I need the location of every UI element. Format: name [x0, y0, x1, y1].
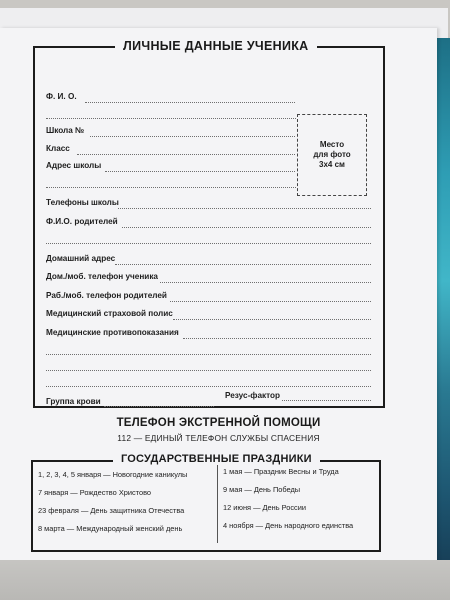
field-contraindications-line-2[interactable] — [46, 354, 371, 355]
photo-placeholder — [297, 114, 367, 196]
field-school-address-label: Адрес школы — [46, 161, 102, 170]
field-contraindications-label: Медицинские противопоказания — [46, 328, 179, 337]
holiday-item: 8 марта — Международный женский день — [38, 524, 183, 533]
field-parents-line[interactable] — [122, 227, 371, 228]
field-home-address-label: Домашний адрес — [46, 254, 116, 263]
student-data-title: ЛИЧНЫЕ ДАННЫЕ УЧЕНИКА — [115, 39, 317, 53]
field-blood-group-label: Группа крови — [46, 397, 101, 406]
field-insurance-line[interactable] — [173, 319, 371, 320]
holiday-item: 9 мая — День Победы — [223, 485, 301, 494]
field-blood-group-line[interactable] — [104, 406, 214, 407]
holiday-item: 7 января — Рождество Христово — [38, 488, 152, 497]
field-parents-label: Ф.И.О. родителей — [46, 217, 118, 226]
field-contraindications-line-4[interactable] — [46, 386, 371, 387]
field-rh-factor-label: Резус-фактор — [225, 391, 281, 400]
holiday-item: 4 ноября — День народного единства — [223, 521, 354, 530]
student-data-card — [33, 39, 385, 408]
field-school-phones-line[interactable] — [118, 208, 371, 209]
field-rh-factor-line[interactable] — [282, 400, 371, 401]
field-school-phones-label: Телефоны школы — [46, 198, 119, 207]
field-fio-line[interactable] — [85, 102, 295, 103]
holiday-item: 12 июня — День России — [223, 503, 306, 512]
field-student-phone-label: Дом./моб. телефон ученика — [46, 272, 158, 281]
emergency-title: ТЕЛЕФОН ЭКСТРЕННОЙ ПОМОЩИ — [116, 417, 321, 429]
field-school-label: Школа № — [46, 126, 85, 135]
field-school-line[interactable] — [90, 136, 295, 137]
holidays-title: ГОСУДАРСТВЕННЫЕ ПРАЗДНИКИ — [113, 453, 320, 465]
photo-placeholder-label: Место для фото 3х4 см — [313, 140, 351, 169]
field-home-address-line[interactable] — [115, 264, 371, 265]
field-contraindications-line-3[interactable] — [46, 370, 371, 371]
holiday-item: 23 февраля — День защитника Отечества — [38, 506, 185, 515]
field-school-address-line[interactable] — [105, 171, 295, 172]
field-fio-label: Ф. И. О. — [46, 92, 77, 101]
field-fio-line-2[interactable] — [46, 118, 296, 119]
field-class-line[interactable] — [77, 154, 295, 155]
field-parent-phone-label: Раб./моб. телефон родителей — [46, 291, 167, 300]
field-parent-phone-line[interactable] — [170, 301, 371, 302]
field-contraindications-line[interactable] — [183, 338, 371, 339]
table-surface — [0, 560, 450, 600]
field-school-address-line-2[interactable] — [46, 187, 296, 188]
holiday-item: 1, 2, 3, 4, 5 января — Новогодние каникулы — [38, 470, 188, 479]
field-insurance-label: Медицинский страховой полис — [46, 309, 173, 318]
holiday-item: 1 мая — Праздник Весны и Труда — [223, 467, 339, 476]
field-student-phone-line[interactable] — [160, 282, 371, 283]
holidays-divider — [217, 465, 218, 543]
holidays-card — [31, 453, 381, 552]
emergency-subtitle: 112 — ЕДИНЫЙ ТЕЛЕФОН СЛУЖБЫ СПАСЕНИЯ — [117, 433, 320, 443]
field-parents-line-2[interactable] — [46, 243, 371, 244]
field-class-label: Класс — [46, 144, 70, 153]
